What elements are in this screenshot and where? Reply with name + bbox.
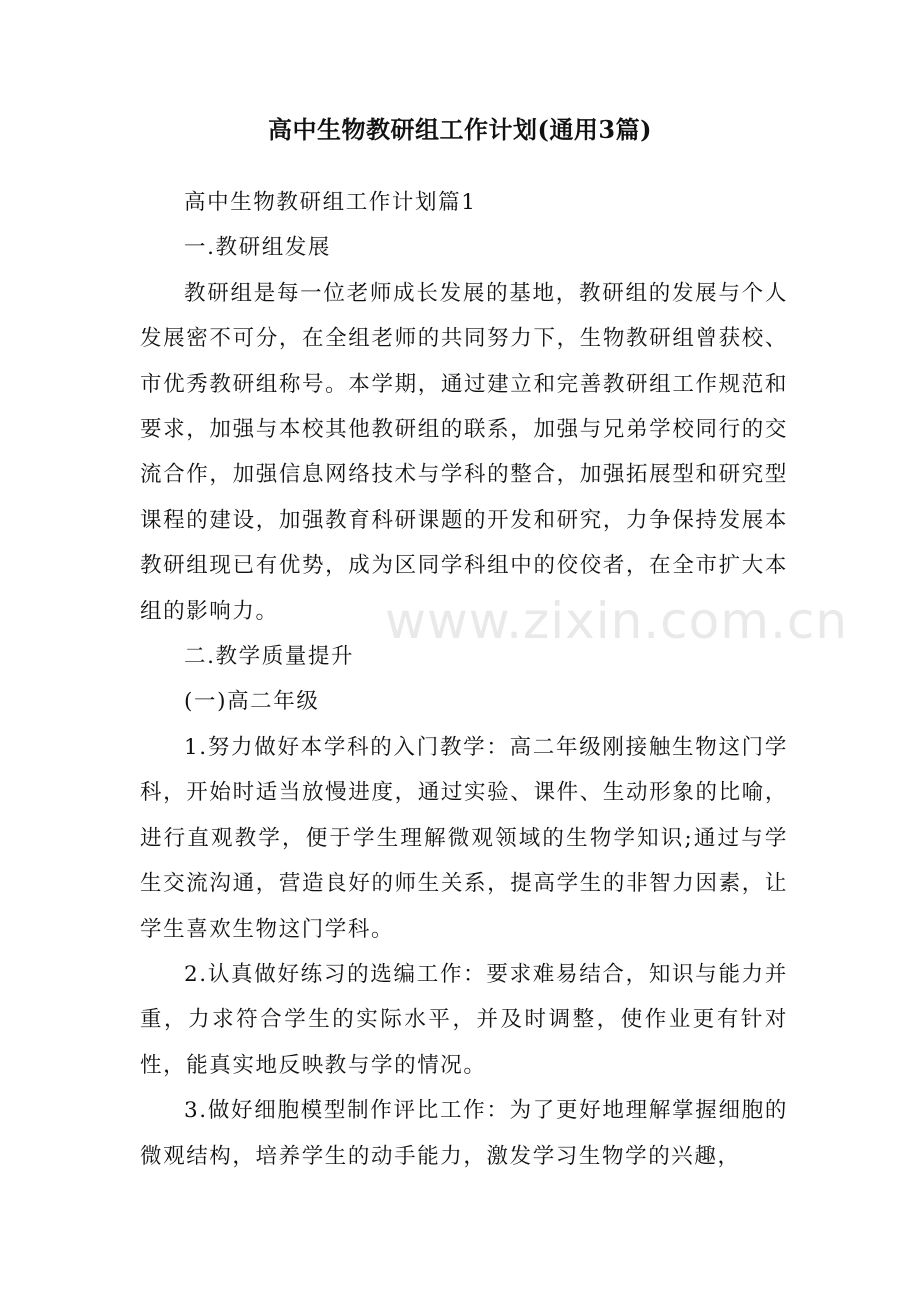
watermark: www.zixin.com.cn: [385, 592, 849, 650]
paragraph: 2.认真做好练习的选编工作：要求难易结合，知识与能力并重，力求符合学生的实际水平，并及时调整，使作业更有针对性，能真实地反映教与学的情况。: [140, 961, 788, 1078]
section-heading-2: 二.教学质量提升: [184, 644, 355, 670]
document-body: [140, 180, 788, 1179]
section-heading-1: 一.教研组发展: [184, 235, 332, 261]
document-title: 高中生物教研组工作计划(通用3篇): [268, 115, 652, 144]
paragraph: 教研组是每一位老师成长发展的基地，教研组的发展与个人发展密不可分，在全组老师的共同努力下，生物教研组曾获校、市优秀教研组称号。本学期，通过建立和完善教研组工作规范和要求，加强与本校其他教研组的联系，加强与兄弟学校同行的交流合作，加强信息网络技术与学科的整合，加强拓展型和研究型课程的建设，加强教育科研课题的开发和研究，力争保持发展本教研组现已有优势，成为区同学科组中的佼佼者，在全市扩大本组的影响力。: [140, 280, 788, 624]
section-heading-part1: 高中生物教研组工作计划篇1: [184, 190, 477, 215]
subsection-heading: (一)高二年级: [184, 689, 320, 715]
paragraph: 1.努力做好本学科的入门教学：高二年级刚接触生物这门学科，开始时适当放慢进度，通过实验、课件、生动形象的比喻，进行直观教学，便于学生理解微观领域的生物学知识;通过与学生交流沟通，营造良好的师生关系，提高学生的非智力因素，让学生喜欢生物这门学科。: [140, 734, 788, 942]
paragraph: 3.做好细胞模型制作评比工作：为了更好地理解掌握细胞的微观结构，培养学生的动手能力，激发学习生物学的兴趣，: [140, 1098, 788, 1169]
